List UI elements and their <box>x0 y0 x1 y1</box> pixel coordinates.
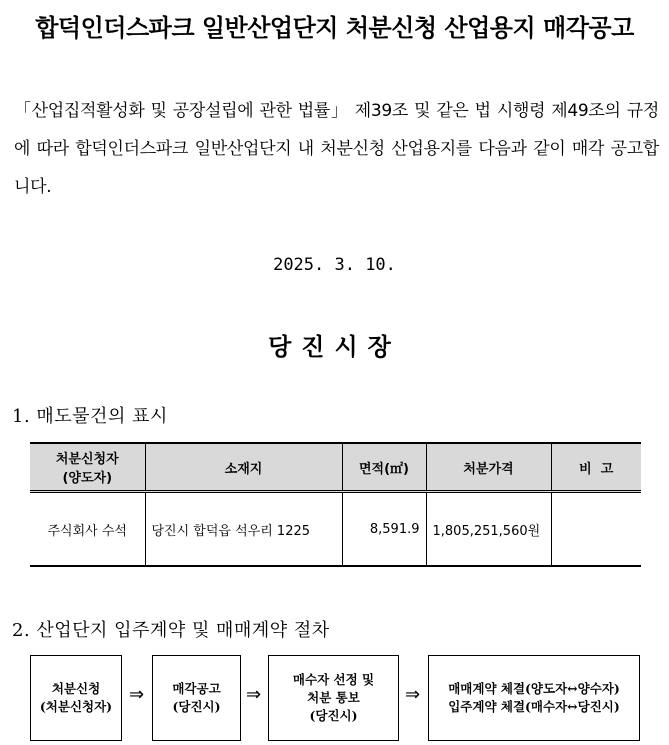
cell-location: 당진시 합덕읍 석우리 1225 <box>145 492 342 567</box>
table-row <box>30 492 641 567</box>
cell-price: 1,805,251,560원 <box>426 492 551 567</box>
flow-step-3-line3: (당진시) <box>309 708 358 723</box>
cell-remarks <box>551 492 641 567</box>
header-applicant-line1: 처분신청자 <box>55 452 119 467</box>
issuer-name: 당진시장 <box>268 332 401 361</box>
property-table <box>30 442 641 567</box>
flow-step-contracts <box>428 655 640 741</box>
announcement-date: 2025. 3. 10. <box>273 255 396 275</box>
header-area: 면적(㎡) <box>342 443 426 492</box>
header-remarks: 비 고 <box>551 443 641 492</box>
flow-step-announcement <box>152 655 241 741</box>
arrow-icon: ⇒ <box>246 684 262 705</box>
table-header-row <box>30 443 641 492</box>
header-applicant <box>30 443 145 492</box>
flow-step-application <box>30 655 122 741</box>
cell-applicant: 주식회사 수석 <box>30 492 145 567</box>
arrow-icon: ⇒ <box>129 684 145 705</box>
arrow-icon: ⇒ <box>405 684 421 705</box>
header-applicant-line2: (양도자) <box>62 471 113 486</box>
flow-step-2-line2: (당진시) <box>172 699 221 714</box>
flow-step-3-line2: 처분 통보 <box>307 690 360 705</box>
flow-step-1-line1: 처분신청 <box>51 681 101 696</box>
flow-step-3-line1: 매수자 선정 및 <box>292 672 375 687</box>
flow-step-1-line2: (처분신청자) <box>39 699 113 714</box>
header-price: 처분가격 <box>426 443 551 492</box>
flow-step-2-line1: 매각공고 <box>172 681 221 696</box>
flow-step-buyer-selection <box>268 655 399 741</box>
flow-step-4-line2: 입주계약 체결(매수자↔당진시) <box>448 699 620 714</box>
flow-step-4-line1: 매매계약 체결(양도자↔양수자) <box>448 681 620 696</box>
header-location: 소재지 <box>145 443 342 492</box>
section-heading-property: 1. 매도물건의 표시 <box>12 406 168 427</box>
page-title: 합덕인더스파크 일반산업단지 처분신청 산업용지 매각공고 <box>35 13 634 42</box>
section-heading-procedure: 2. 산업단지 입주계약 및 매매계약 절차 <box>12 620 330 641</box>
cell-area: 8,591.9 <box>342 492 426 567</box>
announcement-body: 「산업집적활성화 및 공장설립에 관한 법률」 제39조 및 같은 법 시행령 제49조의 규정에 따라 합덕인더스파크 일반산업단지 내 처분신청 산업용지를 다음과 같이 매각 공고합니다. <box>14 101 659 197</box>
